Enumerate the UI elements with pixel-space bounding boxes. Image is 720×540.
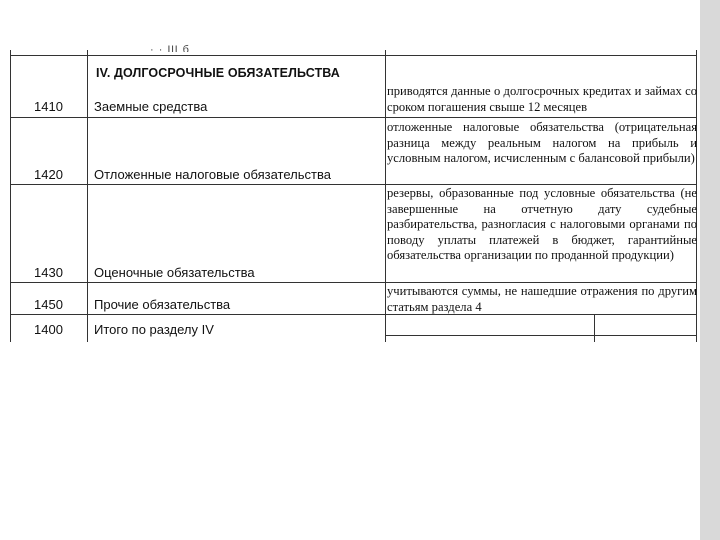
row-code: 1400: [34, 322, 63, 337]
row-code: 1410: [34, 99, 63, 114]
grid-line: [10, 282, 696, 283]
row-description: отложенные налоговые обязательства (отрицательная разница между реальным налогом на прибыль и условным налогом, исчисленным с балансовой прибыли): [387, 120, 697, 166]
grid-line: [10, 50, 11, 342]
row-description: приводятся данные о долгосрочных кредитах и займах со сроком погашения свыше 12 месяцев: [387, 84, 697, 114]
row-code: 1420: [34, 167, 63, 182]
row-description: учитываются суммы, не нашедшие отражения по другим статьям раздела 4: [387, 284, 697, 314]
grid-line: [594, 314, 595, 342]
row-name: Итого по разделу IV: [94, 322, 214, 337]
grid-line: [386, 335, 696, 336]
grid-line: [10, 55, 696, 56]
row-name: Оценочные обязательства: [94, 265, 255, 280]
grid-line: [385, 50, 386, 342]
section-title: IV. ДОЛГОСРОЧНЫЕ ОБЯЗАТЕЛЬСТВА: [96, 66, 340, 80]
grid-line: [10, 184, 696, 185]
row-description: резервы, образованные под условные обязательства (не завершенные на отчетную дату судебные разбирательства, разногласия с налоговыми органами по поводу уплаты платежей в бюджет, гарантийные обязательства организации по проданной продукции): [387, 186, 697, 263]
grid-line: [10, 117, 696, 118]
row-code: 1450: [34, 297, 63, 312]
slide-edge-bar: [700, 0, 720, 540]
row-name: Прочие обязательства: [94, 297, 231, 312]
cropped-top-text: · · Ш б: [150, 44, 190, 52]
row-name: Отложенные налоговые обязательства: [94, 167, 331, 182]
grid-line: [87, 50, 88, 342]
row-name: Заемные средства: [94, 99, 208, 114]
row-code: 1430: [34, 265, 63, 280]
